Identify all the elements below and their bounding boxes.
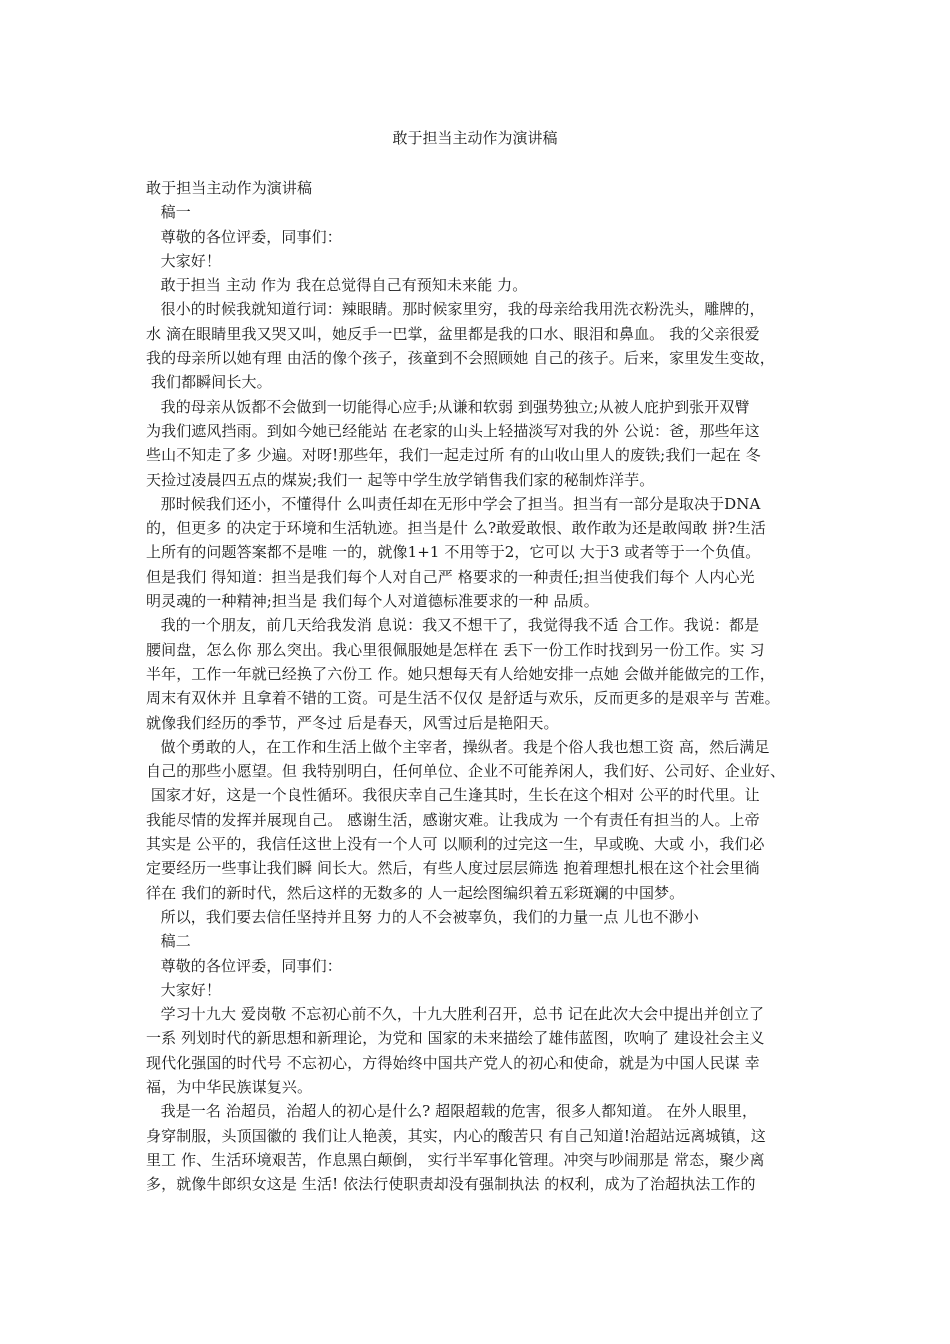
document-line: 其实是 公平的，我信任这世上没有一个人可 以顺利的过完这一生，早或晚、大或 小，我们必 — [146, 835, 765, 854]
document-line: 所以，我们要去信任坚持并且努 力的人不会被辜负，我们的力量一点 儿也不渺小 — [146, 907, 699, 926]
document-line: 的，但更多 的决定于环境和生活轨迹。担当是什 么?敢爱敢恨、敢作敢为还是敢闯敢 拼?生活 — [146, 519, 766, 538]
document-line: 敢于担当主动作为演讲稿 — [146, 179, 313, 197]
document-line: 做个勇敢的人，在工作和生活上做个主宰者，操纵者。我是个俗人我也想工资 高，然后满足 — [146, 737, 770, 756]
document-line: 国家才好，这是一个良性循环。我很庆幸自己生逢其时，生长在这个相对 公平的时代里。让 — [146, 786, 760, 805]
document-body — [146, 176, 826, 1196]
document-line: 自己的那些小愿望。但 我特别明白，任何单位、企业不可能养闲人，我们好、公司好、企业好、 — [146, 762, 786, 781]
document-line: 徉在 我们的新时代，然后这样的无数多的 人一起绘图编织着五彩斑斓的中国梦。 — [146, 883, 685, 902]
document-line: 稿一 — [146, 203, 191, 222]
document-line: 周末有双休并 且拿着不错的工资。可是生活不仅仅 是舒适与欢乐，反而更多的是艰辛与 苦难。 — [146, 689, 780, 708]
document-line: 我的母亲从饭都不会做到一切能得心应手;从谦和软弱 到强势独立;从被人庇护到张开双臂 — [146, 397, 750, 416]
document-line: 学习十九大 爱岗敬 不忘初心前不久，十九大胜利召开，总书 记在此次大会中提出并创立了 — [146, 1005, 765, 1024]
document-line: 尊敬的各位评委，同事们： — [146, 956, 342, 975]
document-line: 现代化强国的时代号 不忘初心，方得始终中国共产党人的初心和使命，就是为中国人民谋 幸 — [146, 1053, 760, 1072]
document-line: 但是我们 得知道：担当是我们每个人对自己严 格要求的一种责任;担当使我们每个 人内心光 — [146, 567, 755, 586]
document-line: 我们都瞬间长大。 — [146, 373, 272, 392]
document-line: 就像我们经历的季节，严冬过 后是春天，风雪过后是艳阳天。 — [146, 713, 559, 732]
document-line: 半年，工作一年就已经换了六份工 作。她只想每天有人给她安排一点她 会做并能做完的工作， — [146, 664, 775, 683]
document-line: 水 滴在眼睛里我又哭又叫，她反手一巴掌，盆里都是我的口水、眼泪和鼻血。 我的父亲很爱 — [146, 324, 760, 343]
document-line: 腰间盘，怎么你 那么突出。我心里很佩服她是怎样在 丢下一份工作时找到另一份工作。实 习 — [146, 640, 765, 659]
document-line: 为我们遮风挡雨。到如今她已经能站 在老家的山头上轻描淡写对我的外 公说：爸，那些年这 — [146, 421, 760, 440]
document-title: 敢于担当主动作为演讲稿 — [392, 129, 558, 147]
document-line: 敢于担当 主动 作为 我在总觉得自己有预知未来能 力。 — [146, 276, 528, 295]
document-line: 那时候我们还小，不懂得什 么叫责任却在无形中学会了担当。担当有一部分是取决于DNA — [146, 494, 761, 513]
document-line: 我的一个朋友，前几天给我发消 息说：我又不想干了，我觉得我不适 合工作。我说：都是 — [146, 616, 760, 635]
document-line: 里工 作、生活环境艰苦，作息黑白颠倒， 实行半军事化管理。冲突与吵闹那是 常态，聚少离 — [146, 1150, 765, 1169]
document-line: 多，就像牛郎织女这是 生活! 依法行使职责却没有强制执法 的权利，成为了治超执法工作的 — [146, 1175, 756, 1194]
document-line: 尊敬的各位评委，同事们： — [146, 227, 342, 246]
document-line: 很小的时候我就知道行词：辣眼睛。那时候家里穷，我的母亲给我用洗衣粉洗头，雕牌的， — [146, 300, 765, 319]
document-line: 一系 列划时代的新思想和新理论，为党和 国家的未来描绘了雄伟蓝图，吹响了 建设社会主义 — [146, 1029, 765, 1048]
document-line: 大家好！ — [146, 980, 222, 999]
document-line: 天捡过凌晨四五点的煤炭;我们一 起等中学生放学销售我们家的秘制炸洋芋。 — [146, 470, 655, 489]
document-line: 稿二 — [146, 932, 191, 951]
document-line: 明灵魂的一种精神;担当是 我们每个人对道德标准要求的一种 品质。 — [146, 592, 599, 611]
document-line: 大家好！ — [146, 251, 222, 270]
document-line: 福，为中华民族谋复兴。 — [146, 1077, 313, 1096]
document-line: 我是一名 治超员，治超人的初心是什么? 超限超载的危害，很多人都知道。 在外人眼里， — [146, 1102, 758, 1121]
document-line: 身穿制服，头顶国徽的 我们让人艳羡，其实，内心的酸苦只 有自己知道!治超站远离城镇，这 — [146, 1126, 766, 1145]
document-line: 定要经历一些事让我们瞬 间长大。然后，有些人度过层层筛选 抱着理想扎根在这个社会里徜 — [146, 859, 760, 878]
document-line: 我能尽情的发挥并展现自己。 感谢生活，感谢灾难。让我成为 一个有责任有担当的人。上帝 — [146, 810, 760, 829]
document-line: 上所有的问题答案都不是唯 一的，就像1+1 不用等于2，它可以 大于3 或者等于一个负值。 — [146, 543, 761, 562]
document-line: 我的母亲所以她有理 由活的像个孩子，孩童到不会照顾她 自己的孩子。后来，家里发生变故， — [146, 349, 775, 368]
document-line: 些山不知走了多 少遍。对呀!那些年，我们一起走过所 有的山收山里人的废铁;我们一起在 冬 — [146, 446, 761, 465]
